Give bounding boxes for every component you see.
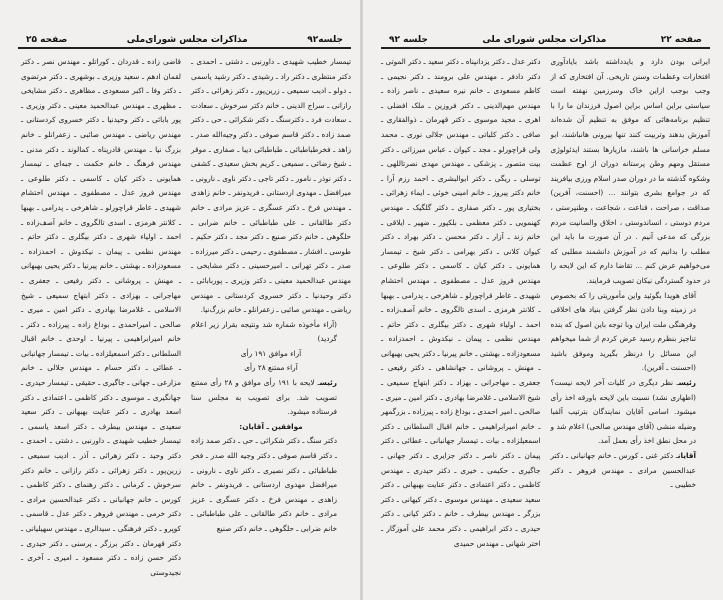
column-right [191, 55, 351, 580]
president-statement [551, 376, 711, 449]
page-title: مذاکرات مجلس شورای ملی [482, 35, 607, 45]
paragraph: (آراء مأخوذه شماره شد ونتیجه بقرار زیر اعلام گردید) [191, 319, 337, 344]
vote-result-yes: آراء موافق ۱۹۱ رأی [240, 348, 302, 358]
page-number: صفحه ۲۲ [660, 35, 702, 45]
session-label: جلسه ۹۲ [389, 35, 428, 45]
gentlemen-list [551, 449, 711, 493]
paragraph: آقای هویدا بگوئید واین مأموریتی را که بخصوص در زمینه وبنا دادن نظر گرفتن بنیاد های اخلاقی وفرهنگی ملت ایران وبا توجه باین اصول که بنده تناجیز بنظرم رسید عرض کردم از شما میخواهم این مسائل را درنظر بگیرید وموفق باشید (احسنت ـ آفرین). [550, 290, 696, 373]
left-page [0, 0, 361, 600]
supporters-list: دکتر سنگ ـ دکتر شکرائی ـ حی ـ دکتر صمد زاده ـ دکتر قاسم صوفی ـ دکتر وجیه الله صدر ـ فخر طباطبائی ـ دکتر نصیری ـ دکتر ناوی ـ نارونی ـ میرافضل مهدوی اردستانی ـ فریدونفر ـ خانم زاهدی ـ مهندس فرخ ـ دکتر عسگری ـ عزیز مرادی ـ خانم دکتر طالقانی ـ علی طباطبائی ـ خانم ضرابی ـ حلگوهی ـ خانم دکتر صنیع [191, 436, 337, 533]
right-page [361, 0, 722, 600]
page-header [18, 32, 351, 49]
page-number: صفحه ۲۵ [26, 35, 68, 45]
supporters-heading: موافقین ـ آقایان: [239, 421, 303, 431]
statement-text: ـ لایحه با ۱۹۱ رأی موافق و ۲۸ رأی ممتنع تصویب شد. برای تصویب به مجلس سنا فرستاده میشود. [191, 378, 337, 417]
speaker-label: رئیس [319, 378, 337, 388]
speaker-label: آقایان [677, 451, 696, 461]
paragraph: تیمسار خطیب شهیدی ـ داورنبی ـ دشتی ـ احمدی ـ دکتر منتظری ـ دکتر راد ـ رشیدی ـ دکتر رشید یاسمی ـ دولو ـ ادیب سمیعی ـ زرین‌پور ـ دکتر زهرائی ـ دکتر رازانی ـ سراج الدینی ـ خانم دکتر سرخوش ـ سعادت ـ سعادت فرد ـ دکترسنگ ـ دکتر شکرائی ـ حی ـ دکتر صمد زاده ـ دکتر قاسم صوفی ـ دکتر وجیه‌الله صدر ـ زاهد ـ فخرطباطبائی ـ طباطبائی دیبا ـ صفاری ـ موقر ـ شیخ رضائی ـ سمیعی ـ کریم بخش سعیدی ـ کشفی ـ دکتر نوذر ـ نامور ـ دکتر تاجی ـ دکتر ناوی ـ نارونی ـ میرافضل ـ مهدوی اردستانی ـ فریدونفر ـ خانم زاهدی ـ مهندس فرخ ـ دکتر عسگری ـ عزیز مرادی ـ خانم دکتر طالقانی ـ علی طباطبائی ـ خانم ضرابی ـ حلگوهی ـ خانم دکتر صنیع ـ دکتر مجد ـ دکتر حکیم ـ طوسی ـ افشار ـ مصطفوی ـ رحیمی ـ دکتر میرزاده ـ صدر ـ دکتر تهرانی ـ امیرحسینی ـ دکتر مشایخی ـ مهندس عبدالحمید معینی ـ دکتر وزیری ـ پوربابائی ـ دکتر وحیدنیا ـ دکتر خسروی کردستانی ـ مهندس ریاضی ـ مهندس صائبی ـ زعفرانلو ـ خانم بزرگ‌نیا. [191, 57, 351, 315]
session-label: جلسه۹۲ [307, 35, 343, 45]
column-right [551, 55, 711, 551]
page-title: مذاکرات مجلس شورای‌ملی [126, 35, 248, 45]
paragraph: ایرانی بودن دارد و بایدداشته باشد بایادآوری افتخارات وعظمات وسنن تاریخی. آن افتخاری که از وجب بوجب ازاین خاک وسرزمین نهفته است سیاستی براین اساس براین اصول فرزندان ما را با تنظیم برنامه‌هائی که موفق به تنظیم آن شده‌اند آموزش بدهند وتربیت کنند تنها بیرونی هانباشند، ابو مسلم خراسانی ها باشند، مازیارها بستند ایدئولوژی مستقل ومهم وطن پرستانه دوران از اوج عظمت وشکوه گذشته ما در دوران صدر اسلام ورزی بیافریند که در جوامع بشری بتوانند ... (احسنت، آفرین) صداقت ، صراحت ، قناعت ، شجاعت ، وطنپرستی ، مردم دوستی ، انساندوستی ، اخلاق والسانیت مردم بزرگی که مدعی آنیم . در آن صورت ما باید این مطلب را بدانیم که در آموزش دانشمند مطلبی که می‌خواهیم عرض کنم ... تقاضا دارم که این لایحه را در حدود گستردگی نیکان تصویب فرمایند. [550, 57, 710, 285]
names-text: ـ دکتر غنی ـ کورس ـ خانم جهانبانی ـ دکتر عبدالحسین مرادی ـ مهندس فروهر ـ دکتر خطیبی ـ [550, 451, 696, 490]
column-left [21, 55, 181, 580]
speaker-label: رئیس [678, 378, 696, 388]
statement-text: ـ نظر دیگری در کلیات آخر لایحه نیست؟ (اظهاری نشد) نسبت باین لایحه باورقه اخذ رأی میشود. اسامی آقایان نمایندگان بترتیب آلفبا وضیله منشی (آقای مهندس صالحی) اعلام شد و در محل نطق اخذ رأی بعمل آمد. [550, 378, 696, 446]
vote-result-abstain: آراء ممتنع ۲۸ رأی [244, 363, 298, 373]
column-left [381, 55, 541, 551]
page-header [381, 32, 710, 49]
paragraph: دکتر عدل ـ دکتر یزدانپناه ـ دکتر سعید ـ دکتر الموتی ـ دکتر دادفر ـ مهندس علی برومند ـ دکتر نجیمی ـ کاظم مسعودی ـ خانم نیره سعیدی ـ ناصر زاده ـ مهندس مهم‌الدینی ـ دکتر فروزین ـ ملک افضلی ـ اهری ـ مجید موسوی ـ دکتر قهرمان ـ ذوالفقاری ـ صافی ـ دکتر کلباتی ـ مهندس جلالی نوری ـ محمد ولی قراچورلو ـ مجد ـ کیوان ـ عباس میرزائی ـ دکتر بیت متصور ـ پزشکی ـ مهندس مهدی نصرتاللهی ـ توسلی ـ ریگی ـ دکتر ابوالبشری ـ احمد رزم آرا ـ خانم دکتر پیروز ـ خانم امینی خوئی ـ ایماء زهرائی ـ بختیاری پور ـ دکتر صفاری ـ دکتر گلگیک ـ مهندس کهنمویی ـ دکتر معظمی ـ بلکپور ـ ضهیر ـ ایلاقی ـ خانم زند ـ آزار ـ دکتر محسن ـ دکتر بهراد ـ دکتر کیوان کلانی ـ دکتر بهرامی ـ دکتر شیخ ـ تیمسار همایونی ـ دکتر کیان ـ کاسمی ـ دکتر طلوعی ـ مهندس فروز عدل ـ مصطفوی ـ مهندس احتشام شهیدی ـ عاطر قراچورلو ـ شاهرخی ـ پدرامی ـ بهبها ـ کلانتر هرمزی ـ اسدی تالگروی ـ خانم آصف‌زاده ـ احمد ـ اولیاء شهری ـ دکتر بیگلری ـ دکتر حاتم ـ مهندس نظمی ـ پیمان ـ نیکدوش ـ احمدزاده ـ مسعودزاده ـ بهشتی ـ خانم پیرنیا ـ دکتر یحیی بهبهانی ـ مهنش ـ پروشانی ـ جهانشاهی ـ دکتر رفیعی ـ جعفری ـ مهاجرانی ـ بهزاد ـ دکتر ابتهاج سمیعی ـ شیخ الاسلامی ـ غلامرضا بهادری ـ دکتر امین ـ میری ـ صالحی ـ امیر احمدی ـ بوداغ زاده ـ پیرزاده ـ بزرگمهر ـ خانم امیرابراهیمی ـ خانم اقبال السلطانی ـ دکتر اسمعیلزاده ـ بیات ـ تیمسار جهانبانی ـ عطائی ـ دکتر پیمان ـ دکتر ناصر ـ دکتر جزایری ـ دکتر جهانی ـ جاگیری ـ حکیمی ـ خیری ـ دکتر حیدری ـ مهندس کاظمی ـ دکتر اعتمادی ـ دکتر عنایت بهبهانی ـ دکتر سعید سعیدی ـ مهندس موسوی ـ دکتر کیهانی ـ دکتر بزرگر ـ مهندس بیطرف ـ خانم ـ دکتر کیانی ـ دکتر حیدری ـ دکتر ابراهیمی ـ دکتر محمد علی آموزگار ـ اختر شهانی ـ مهندس حمیدی [381, 57, 541, 548]
president-statement [191, 376, 351, 420]
text-columns [381, 55, 710, 551]
paragraph: قاضی زاده ـ قدردان ـ کوراتلو ـ مهندس نصر ـ دکتر لقمان ادهم ـ سعید وزیری ـ بوشهری ـ دکتر مرتضوی ـ دکتر وفا ـ اکبر مسعودی ـ مظاهری ـ دکتر مشایخی ـ مظهری ـ مهندس عبدالحمید معینی ـ دکتر وزیری ـ پور بابائی ـ دکتر وحیدنیا ـ دکتر خسروی کردستانی ـ مهندس ریاضی ـ مهندس صائبی ـ زعفرانلو ـ خانم بزرگ نیا ـ مهندس قادرپناه ـ کمالوند ـ دکتر مدنی ـ مهندس فرهنگ ـ خانم حکمت ـ جبه‌ای ـ تیمسار همایونی ـ دکتر کیان ـ کاسمی ـ دکتر طلوعی ـ مهندس فروز عدل ـ مصطفوی ـ مهندس احتشام شهیدی ـ عاطر قراچورلو ـ شاهرخی ـ پدرامی ـ بهبها ـ کلانتر هرمزی ـ اسدی تالگروی ـ خانم آصف‌زاده ـ احمد ـ اولیاء شهری ـ دکتر بیگلری ـ دکتر حاتم ـ مهندس نظمی ـ پیمان ـ نیکدوش ـ احمدزاده ـ مسعودزاده ـ بهشتی ـ خانم پیرنیا ـ دکتر یحیی بهبهانی ـ مهنش ـ پروشانی ـ دکتر رفیعی ـ جعفری ـ مهاجرانی ـ بهزادی ـ دکتر ابتهاج سمیعی ـ شیخ الاسلامی ـ غلامرضا بهادری ـ دکتر امین ـ میری ـ صالحی ـ امیراحمدی ـ بوداغ زاده ـ پیرزاده ـ دکتر ـ خانم امیرابراهیمی ـ پیرنیا ـ اوحدی ـ خانم اقبال السلطانی ـ دکتر اسمعیلزاده ـ بیات ـ تیمسار جهانبانی ـ عطائی ـ دکتر حسام ـ مهندس جلالی ـ خانم مزارعی ـ جهانی ـ جاگیری ـ حقیقی ـ تیمسار حیدری ـ جهانگیری ـ موسوی ـ دکتر کاظمی ـ اعتمادی ـ دکتر اسعد بهادری ـ دکتر عنایت بهبهانی ـ دکتر سعید سعیدی ـ مهندس بیطرف ـ دکتر اسعد یاسمی ـ تیمسار خطیب شهیدی ـ داورنبی ـ دشتی ـ احمدی ـ دکتر وحید ـ دکتر زهرائی ـ آذر ـ ادیب سمیعی ـ زرین‌پور ـ دکتر زهرائی ـ دکتر رازانی ـ خانم دکتر سرخوش ـ کرمانی ـ دکتر رهنمای ـ دکتر کاظمی ـ کورس ـ خانم جهانبانی ـ دکتر عبدالحسین مرادی ـ دکتر خرمی ـ مهندس فروهر ـ دکتر عدل ـ قاسمی ـ کوپرو ـ دکتر فرهنگی ـ سیدالری ـ مهندس سهیلیانی ـ دکتر قهرمان ـ دکتر برزگر ـ پرسنی ـ دکتر حیدری ـ دکتر حسن زاده ـ دکتر مسعود ـ امیری ـ آخری ـ نجیدوستی [21, 57, 181, 577]
text-columns [18, 55, 351, 580]
